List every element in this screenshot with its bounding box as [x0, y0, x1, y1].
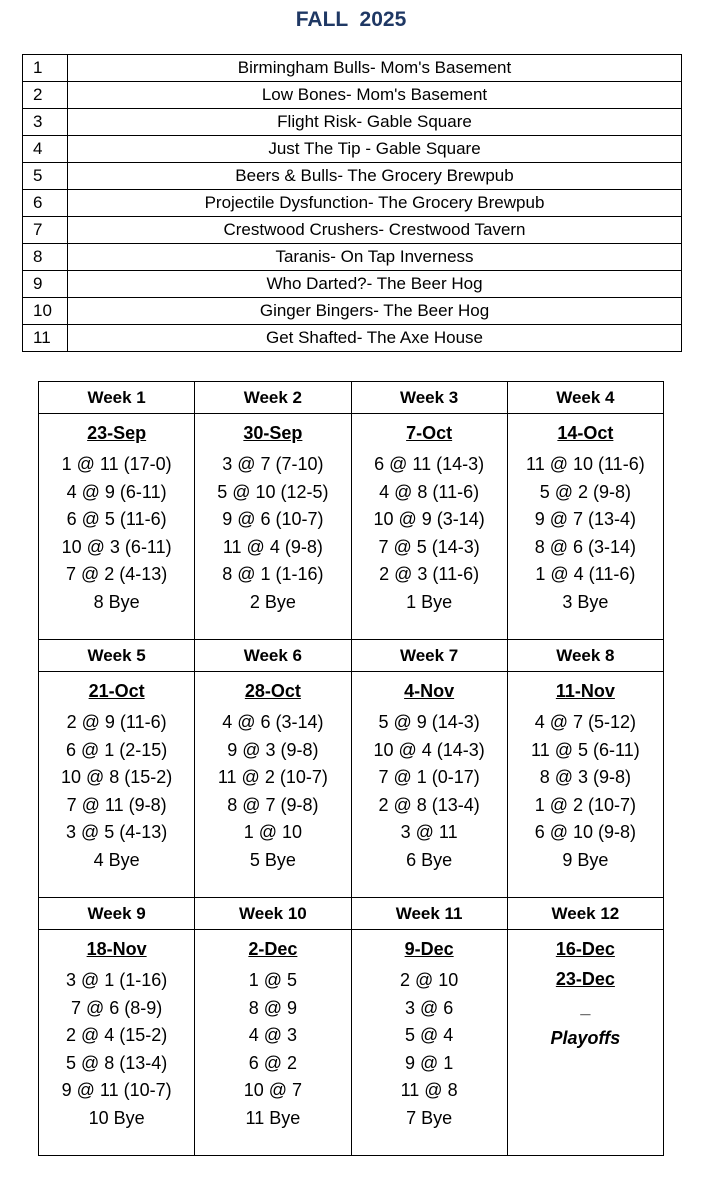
match: 7 @ 11 (9-8)	[66, 794, 167, 815]
bye: 8 Bye	[93, 591, 140, 612]
match: 11 @ 2 (10-7)	[217, 767, 328, 787]
week-date-second: 23-Dec	[555, 969, 615, 989]
team-row	[23, 244, 682, 271]
week-body-row	[39, 414, 664, 640]
week-cell	[39, 672, 195, 898]
team-number: 3	[23, 109, 68, 136]
week-label: Week 11	[351, 898, 507, 930]
page-title: FALL 2025	[295, 8, 407, 31]
match: 8 @ 9	[248, 997, 298, 1018]
week-cell	[195, 930, 351, 1156]
week-cell	[351, 930, 507, 1156]
team-number: 8	[23, 244, 68, 271]
bye: 2 Bye	[249, 591, 296, 612]
week-cell	[39, 930, 195, 1156]
week-label: Week 7	[351, 640, 507, 672]
week-date: 21-Oct	[88, 681, 145, 701]
team-row	[23, 163, 682, 190]
bye: 6 Bye	[406, 849, 453, 870]
team-row	[23, 82, 682, 109]
match: 9 @ 6 (10-7)	[222, 509, 324, 529]
bye: 4 Bye	[93, 849, 140, 870]
bye: 9 Bye	[562, 849, 609, 870]
team-number: 7	[23, 217, 68, 244]
team-number: 4	[23, 136, 68, 163]
team-number: 10	[23, 298, 68, 325]
week-date: 28-Oct	[244, 681, 301, 701]
match: 10 @ 7	[243, 1080, 303, 1100]
playoffs-label: Playoffs	[550, 1028, 621, 1048]
week-header-row	[39, 898, 664, 930]
week-date: 4-Nov	[404, 681, 455, 701]
week-label: Week 6	[195, 640, 351, 672]
team-number: 1	[23, 55, 68, 82]
week-label: Week 12	[507, 898, 663, 930]
match: 2 @ 9 (11-6)	[66, 712, 167, 732]
match: 9 @ 11 (10-7)	[61, 1080, 172, 1100]
team-name: Low Bones- Mom's Basement	[68, 82, 682, 109]
schedule-table	[38, 381, 664, 1156]
week-label: Week 4	[507, 382, 663, 414]
week-label: Week 9	[39, 898, 195, 930]
dash-mark: _	[580, 997, 591, 1017]
week-date: 2-Dec	[248, 939, 298, 959]
week-cell	[351, 414, 507, 640]
match: 8 @ 7 (9-8)	[227, 794, 319, 815]
team-name: Projectile Dysfunction- The Grocery Brewpub	[68, 190, 682, 217]
week-date: 18-Nov	[86, 939, 147, 959]
team-row	[23, 325, 682, 352]
match: 3 @ 7 (7-10)	[222, 454, 324, 474]
week-cell	[507, 672, 663, 898]
week-cell	[195, 414, 351, 640]
week-label: Week 8	[507, 640, 663, 672]
match: 1 @ 5	[248, 970, 298, 990]
week-header-row	[39, 382, 664, 414]
match: 7 @ 2 (4-13)	[65, 564, 168, 584]
bye: 3 Bye	[562, 591, 609, 612]
match: 11 @ 4 (9-8)	[222, 536, 323, 557]
team-row	[23, 136, 682, 163]
week-date: 11-Nov	[555, 681, 615, 701]
match: 9 @ 1	[404, 1052, 454, 1073]
match: 3 @ 1 (1-16)	[65, 970, 168, 990]
match: 11 @ 8	[400, 1080, 458, 1100]
match: 2 @ 4 (15-2)	[65, 1025, 168, 1045]
week-date: 9-Dec	[404, 939, 454, 959]
week-cell	[507, 414, 663, 640]
week-cell	[195, 672, 351, 898]
match: 6 @ 2	[248, 1052, 298, 1073]
team-row	[23, 217, 682, 244]
match: 11 @ 10 (11-6)	[526, 454, 645, 474]
bye: 7 Bye	[406, 1107, 453, 1128]
match: 8 @ 6 (3-14)	[534, 536, 637, 557]
team-name: Who Darted?- The Beer Hog	[68, 271, 682, 298]
teams-table	[22, 54, 682, 352]
match: 3 @ 5 (4-13)	[65, 822, 168, 842]
match: 2 @ 8 (13-4)	[378, 794, 480, 815]
match: 7 @ 5 (14-3)	[378, 536, 480, 557]
match: 3 @ 6	[404, 997, 454, 1018]
match: 10 @ 9 (3-14)	[373, 509, 485, 529]
bye: 11 Bye	[245, 1107, 301, 1128]
week-label: Week 3	[351, 382, 507, 414]
team-row	[23, 271, 682, 298]
team-number: 11	[23, 325, 68, 352]
week-body-row	[39, 930, 664, 1156]
week-date: 23-Sep	[87, 423, 147, 443]
week-date: 14-Oct	[557, 423, 614, 443]
bye: 5 Bye	[249, 849, 296, 870]
bye: 1 Bye	[406, 591, 453, 612]
week-date: 30-Sep	[243, 423, 303, 443]
week-body-row	[39, 672, 664, 898]
week-cell	[39, 414, 195, 640]
match: 5 @ 8 (13-4)	[65, 1052, 168, 1073]
match: 5 @ 2 (9-8)	[539, 481, 632, 502]
week-label: Week 2	[195, 382, 351, 414]
team-number: 5	[23, 163, 68, 190]
match: 6 @ 5 (11-6)	[66, 509, 167, 529]
team-name: Crestwood Crushers- Crestwood Tavern	[68, 217, 682, 244]
match: 1 @ 10	[243, 822, 303, 842]
match: 4 @ 8 (11-6)	[379, 481, 480, 502]
team-number: 2	[23, 82, 68, 109]
bye: 10 Bye	[88, 1107, 145, 1128]
team-name: Flight Risk- Gable Square	[68, 109, 682, 136]
team-number: 6	[23, 190, 68, 217]
match: 5 @ 10 (12-5)	[217, 481, 329, 502]
match: 7 @ 1 (0-17)	[378, 767, 480, 787]
match: 9 @ 7 (13-4)	[534, 509, 637, 529]
team-name: Beers & Bulls- The Grocery Brewpub	[68, 163, 682, 190]
team-number: 9	[23, 271, 68, 298]
team-name: Taranis- On Tap Inverness	[68, 244, 682, 271]
team-row	[23, 190, 682, 217]
match: 6 @ 10 (9-8)	[534, 822, 637, 842]
week-date: 16-Dec	[555, 939, 615, 959]
match: 10 @ 4 (14-3)	[373, 739, 485, 760]
team-name: Get Shafted- The Axe House	[68, 325, 682, 352]
match: 6 @ 11 (14-3)	[374, 454, 485, 474]
team-row	[23, 298, 682, 325]
match: 1 @ 2 (10-7)	[534, 794, 637, 815]
match: 4 @ 6 (3-14)	[222, 712, 324, 732]
team-name: Ginger Bingers- The Beer Hog	[68, 298, 682, 325]
match: 6 @ 1 (2-15)	[65, 739, 168, 760]
match: 8 @ 3 (9-8)	[539, 767, 632, 787]
match: 3 @ 11	[400, 822, 458, 842]
match: 1 @ 4 (11-6)	[535, 564, 636, 584]
match: 1 @ 11 (17-0)	[61, 454, 172, 474]
team-name: Just The Tip - Gable Square	[68, 136, 682, 163]
week-label: Week 5	[39, 640, 195, 672]
team-row	[23, 109, 682, 136]
match: 4 @ 9 (6-11)	[66, 481, 167, 502]
match: 4 @ 3	[248, 1025, 298, 1045]
match: 11 @ 5 (6-11)	[531, 739, 640, 760]
week-label: Week 10	[195, 898, 351, 930]
match: 7 @ 6 (8-9)	[70, 997, 163, 1018]
week-label: Week 1	[39, 382, 195, 414]
match: 8 @ 1 (1-16)	[222, 564, 324, 584]
match: 10 @ 3 (6-11)	[61, 536, 172, 557]
match: 10 @ 8 (15-2)	[60, 767, 173, 787]
week-header-row	[39, 640, 664, 672]
match: 4 @ 7 (5-12)	[534, 712, 637, 732]
match: 2 @ 10	[399, 970, 459, 990]
match: 5 @ 4	[404, 1025, 454, 1045]
team-name: Birmingham Bulls- Mom's Basement	[68, 55, 682, 82]
match: 5 @ 9 (14-3)	[378, 712, 480, 732]
team-row	[23, 55, 682, 82]
week-cell	[351, 672, 507, 898]
match: 2 @ 3 (11-6)	[379, 564, 480, 584]
week-date: 7-Oct	[406, 423, 453, 443]
match: 9 @ 3 (9-8)	[227, 739, 319, 760]
week-cell	[507, 930, 663, 1156]
